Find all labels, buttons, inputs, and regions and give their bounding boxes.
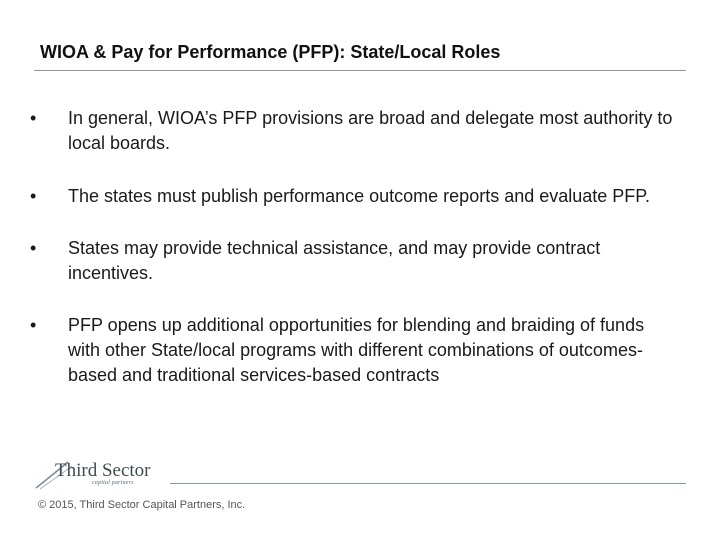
bullet-dot-icon: •	[30, 108, 37, 128]
bullet-text: The states must publish performance outcome reports and evaluate PFP.	[68, 186, 650, 206]
bullet-dot-icon: •	[30, 238, 37, 258]
bullet-dot-icon: •	[30, 315, 37, 335]
copyright-notice: © 2015, Third Sector Capital Partners, Inc.	[38, 499, 246, 511]
footer-divider	[170, 483, 686, 484]
bullet-text: States may provide technical assistance, and may provide contract incentives.	[68, 238, 601, 283]
bullet-text: PFP opens up additional opportunities for blending and braiding of funds with other State/local programs with different combinations of outcomes-based and traditional services-based contracts	[68, 315, 645, 385]
logo-tagline: capital partners	[92, 480, 134, 486]
bullet-item	[28, 106, 678, 156]
logo-wordmark: Third Sector	[55, 460, 151, 481]
bullet-item	[28, 184, 678, 209]
third-sector-logo	[34, 458, 174, 490]
bullet-item	[28, 313, 678, 388]
bullet-item	[28, 236, 678, 286]
title-divider	[34, 70, 686, 71]
bullet-dot-icon: •	[30, 186, 37, 206]
bullet-list	[28, 106, 678, 416]
bullet-text: In general, WIOA’s PFP provisions are broad and delegate most authority to local boards.	[68, 108, 673, 153]
slide-title: WIOA & Pay for Performance (PFP): State/Local Roles	[40, 42, 501, 62]
